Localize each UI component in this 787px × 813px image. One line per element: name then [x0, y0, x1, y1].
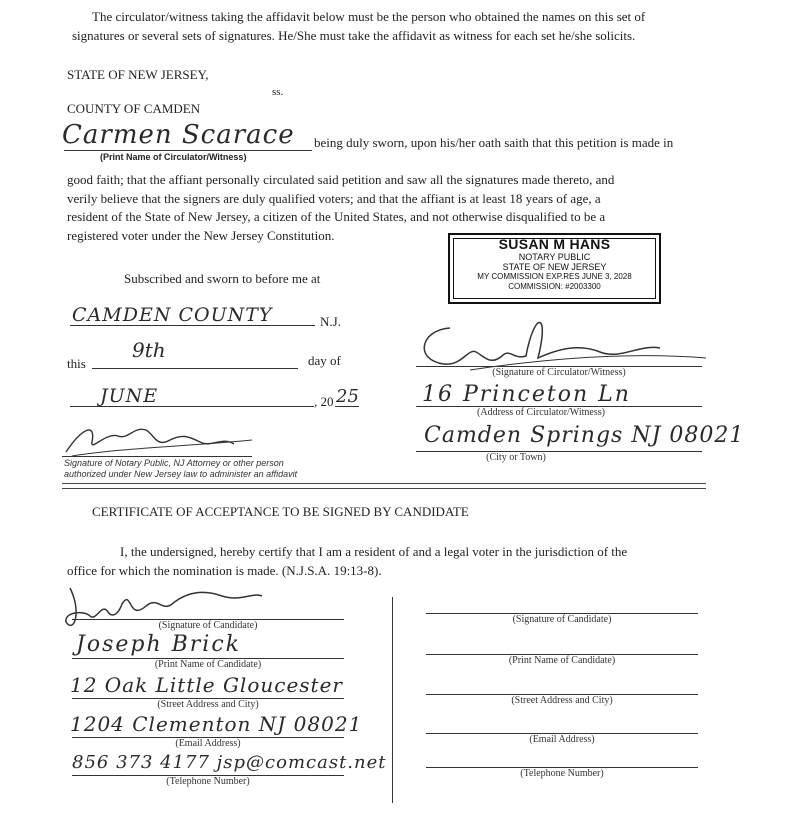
jurat-this: this — [67, 356, 86, 371]
notary-stamp-expires: MY COMMISSION EXP.RES JUNE 3, 2028 — [477, 272, 632, 281]
notary-stamp-inner-border — [453, 238, 656, 299]
notary-stamp-state: STATE OF NEW JERSEY — [502, 262, 607, 272]
separator-line-bottom — [62, 488, 706, 489]
jurat-nj: N.J. — [320, 314, 341, 329]
candidate-street-caption-left: (Street Address and City) — [157, 699, 259, 710]
subscribed-text: Subscribed and sworn to before me at — [124, 271, 321, 286]
oath-line-2: good faith; that the affiant personally circulated said petition and saw all the signatures made thereto, and — [67, 172, 615, 187]
circulator-city-caption: (City or Town) — [486, 452, 546, 463]
jurat-month-handwritten: JUNE — [100, 385, 159, 407]
circulator-name-handwritten: Carmen Scarace — [62, 120, 295, 150]
notary-stamp-title: NOTARY PUBLIC — [518, 252, 591, 262]
jurat-year-prefix: , 20 — [314, 394, 334, 409]
notary-signature-scribble — [62, 418, 262, 458]
intro-line-2: signatures or several sets of signatures. He/She must take the affidavit as witness for each set he/she solicits. — [72, 28, 636, 43]
jurat-day-of: day of — [308, 353, 341, 368]
certificate-text-line-2: office for which the nomination is made. (N.J.S.A. 19:13-8). — [67, 563, 382, 578]
jurat-day-line — [92, 368, 298, 369]
notary-stamp-commission: COMMISSION: #2003300 — [508, 282, 601, 291]
oath-line-5: registered voter under the New Jersey Constitution. — [67, 228, 335, 243]
venue-ss: ss. — [272, 86, 284, 98]
candidate-phone-caption-right: (Telephone Number) — [520, 768, 604, 779]
circulator-city-handwritten: Camden Springs NJ 08021 — [424, 423, 745, 448]
jurat-place-handwritten: CAMDEN COUNTY — [72, 304, 273, 326]
notary-signature-line — [62, 456, 252, 457]
certificate-heading: CERTIFICATE OF ACCEPTANCE TO BE SIGNED BY CANDIDATE — [92, 504, 469, 519]
notary-stamp-name: SUSAN M HANS — [498, 236, 611, 252]
candidate-street-caption-right: (Street Address and City) — [511, 695, 613, 706]
certificate-text-line-1: I, the undersigned, hereby certify that I am a resident of and a legal voter in the jurisdiction of the — [120, 544, 628, 559]
candidate-street-handwritten: 12 Oak Little Gloucester — [70, 673, 343, 697]
venue-state: STATE OF NEW JERSEY, — [67, 67, 209, 82]
jurat-place-line — [70, 325, 315, 326]
candidate-print-name-caption-left: (Print Name of Candidate) — [154, 659, 262, 670]
oath-line-4: resident of the State of New Jersey, a citizen of the United States, and not otherwise disqualified to be a — [67, 209, 606, 224]
candidate-print-name-handwritten: Joseph Brick — [76, 632, 241, 657]
circulator-name-line — [64, 150, 312, 151]
candidate-columns-divider — [392, 597, 393, 803]
venue-county: COUNTY OF CAMDEN — [67, 101, 201, 116]
jurat-day-handwritten: 9th — [132, 338, 166, 362]
circulator-signature-caption: (Signature of Circulator/Witness) — [492, 367, 626, 378]
notary-caption-2: authorized under New Jersey law to administer an affidavit — [64, 469, 298, 479]
circulator-signature-scribble — [410, 308, 710, 372]
notary-caption-1: Signature of Notary Public, NJ Attorney or other person — [64, 458, 284, 468]
circulator-address-caption: (Address of Circulator/Witness) — [477, 407, 605, 418]
oath-line-1: being duly sworn, upon his/her oath saith that this petition is made in — [314, 135, 674, 150]
candidate-email-caption-right: (Email Address) — [529, 734, 595, 745]
notary-stamp — [448, 233, 661, 304]
print-name-circulator-caption: (Print Name of Circulator/Witness) — [100, 152, 247, 162]
candidate-email-handwritten: 1204 Clementon NJ 08021 — [70, 712, 363, 736]
candidate-email-caption-left: (Email Address) — [175, 738, 241, 749]
jurat-month-line — [70, 406, 314, 407]
candidate-phone-handwritten: 856 373 4177 jsp@comcast.net — [72, 752, 387, 773]
jurat-year-line — [335, 406, 359, 407]
oath-line-3: verily believe that the signers are duly qualified voters; and that the affiant is at least 18 years of age, a — [67, 191, 601, 206]
candidate-print-name-caption-right: (Print Name of Candidate) — [508, 655, 616, 666]
jurat-year-handwritten: 25 — [336, 386, 359, 407]
intro-line-1: The circulator/witness taking the affidavit below must be the person who obtained the names on this set of — [92, 9, 646, 24]
separator-line-top — [62, 483, 706, 484]
candidate-phone-caption-left: (Telephone Number) — [166, 776, 250, 787]
candidate-signature-caption-right: (Signature of Candidate) — [512, 614, 612, 625]
candidate-signature-caption-left: (Signature of Candidate) — [158, 620, 258, 631]
circulator-address-handwritten: 16 Princeton Ln — [422, 382, 631, 407]
